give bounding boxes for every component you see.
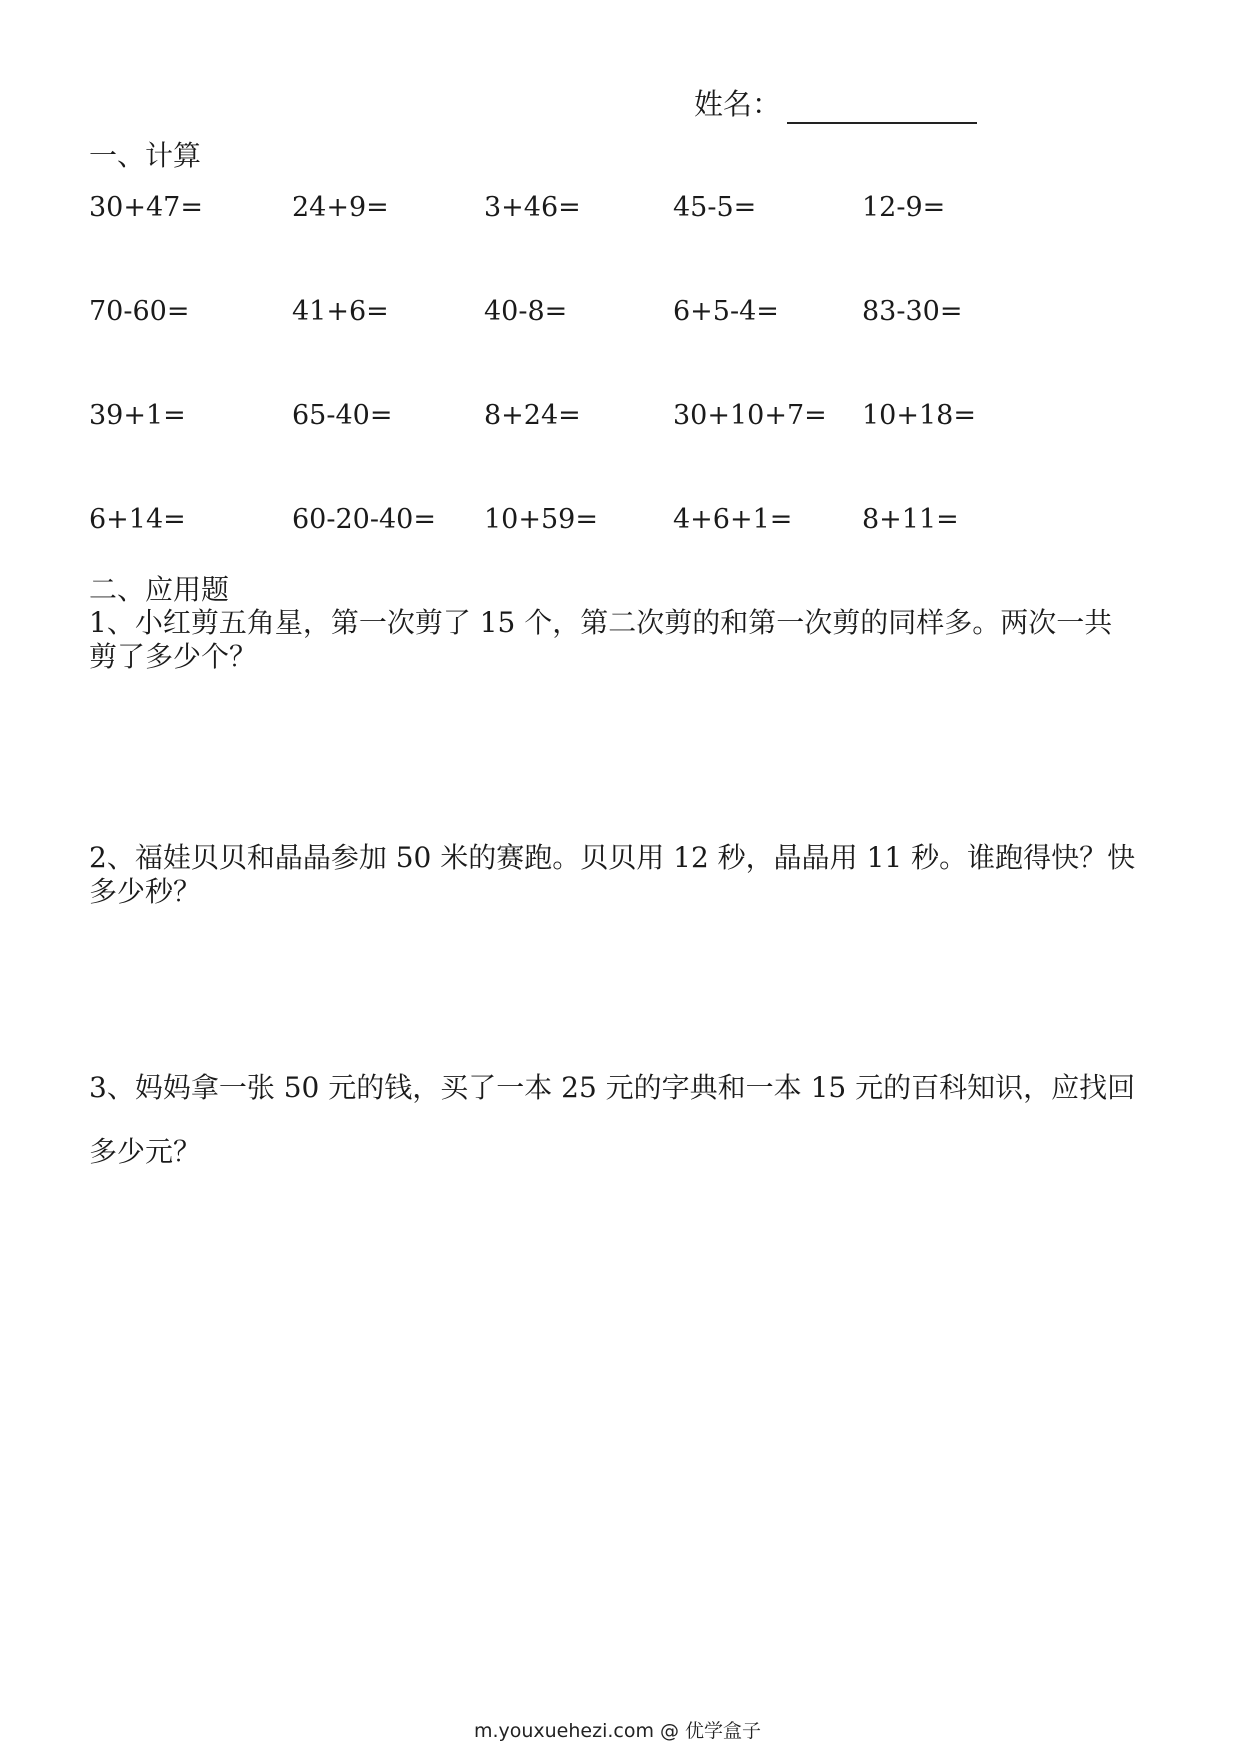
- calc-item: 30+47=: [89, 192, 203, 223]
- calc-row: [89, 292, 1069, 332]
- calc-item: 6+14=: [89, 504, 186, 535]
- name-label: 姓名：: [694, 87, 782, 121]
- footer-watermark: m.youxuehezi.com @ 优学盒子: [473, 1720, 762, 1742]
- word-problem-2: [89, 841, 1149, 909]
- calc-item: 41+6=: [292, 296, 389, 327]
- calc-item: 39+1=: [89, 400, 186, 431]
- word-problem-text: 剪了多少个？: [89, 640, 258, 673]
- word-problem-text: 多少秒？: [89, 875, 202, 908]
- calc-row: [89, 188, 1069, 228]
- calc-item: 12-9=: [862, 192, 946, 223]
- calc-item: 6+5-4=: [673, 296, 779, 327]
- word-problem-text: 3、妈妈拿一张 50 元的钱，买了一本 25 元的字典和一本 15 元的百科知识，应找回: [89, 1071, 1136, 1104]
- word-problem-text: 2、福娃贝贝和晶晶参加 50 米的赛跑。贝贝用 12 秒，晶晶用 11 秒。谁跑得快？快: [89, 841, 1136, 874]
- calc-item: 40-8=: [484, 296, 568, 327]
- calc-item: 60-20-40=: [292, 504, 436, 535]
- name-field: [694, 84, 977, 124]
- calc-item: 8+24=: [484, 400, 581, 431]
- name-blank-line[interactable]: [787, 96, 977, 124]
- calc-item: 30+10+7=: [673, 400, 827, 431]
- word-problem-text: 多少元？: [89, 1135, 202, 1168]
- calc-item: 24+9=: [292, 192, 389, 223]
- word-problem-text: 1、小红剪五角星，第一次剪了 15 个，第二次剪的和第一次剪的同样多。两次一共: [89, 606, 1113, 639]
- word-problem-3: [89, 1056, 1149, 1184]
- calc-item: 10+59=: [484, 504, 598, 535]
- calc-item: 3+46=: [484, 192, 581, 223]
- calc-item: 70-60=: [89, 296, 190, 327]
- calc-item: 4+6+1=: [673, 504, 793, 535]
- calc-item: 65-40=: [292, 400, 393, 431]
- calc-item: 10+18=: [862, 400, 976, 431]
- section-calc-title: 一、计算: [89, 139, 202, 172]
- calc-row: [89, 396, 1069, 436]
- section-word-problems-title: 二、应用题: [89, 573, 230, 606]
- calc-item: 83-30=: [862, 296, 963, 327]
- calc-item: 45-5=: [673, 192, 757, 223]
- word-problem-1: [89, 606, 1149, 674]
- calc-item: 8+11=: [862, 504, 959, 535]
- calc-row: [89, 500, 1069, 540]
